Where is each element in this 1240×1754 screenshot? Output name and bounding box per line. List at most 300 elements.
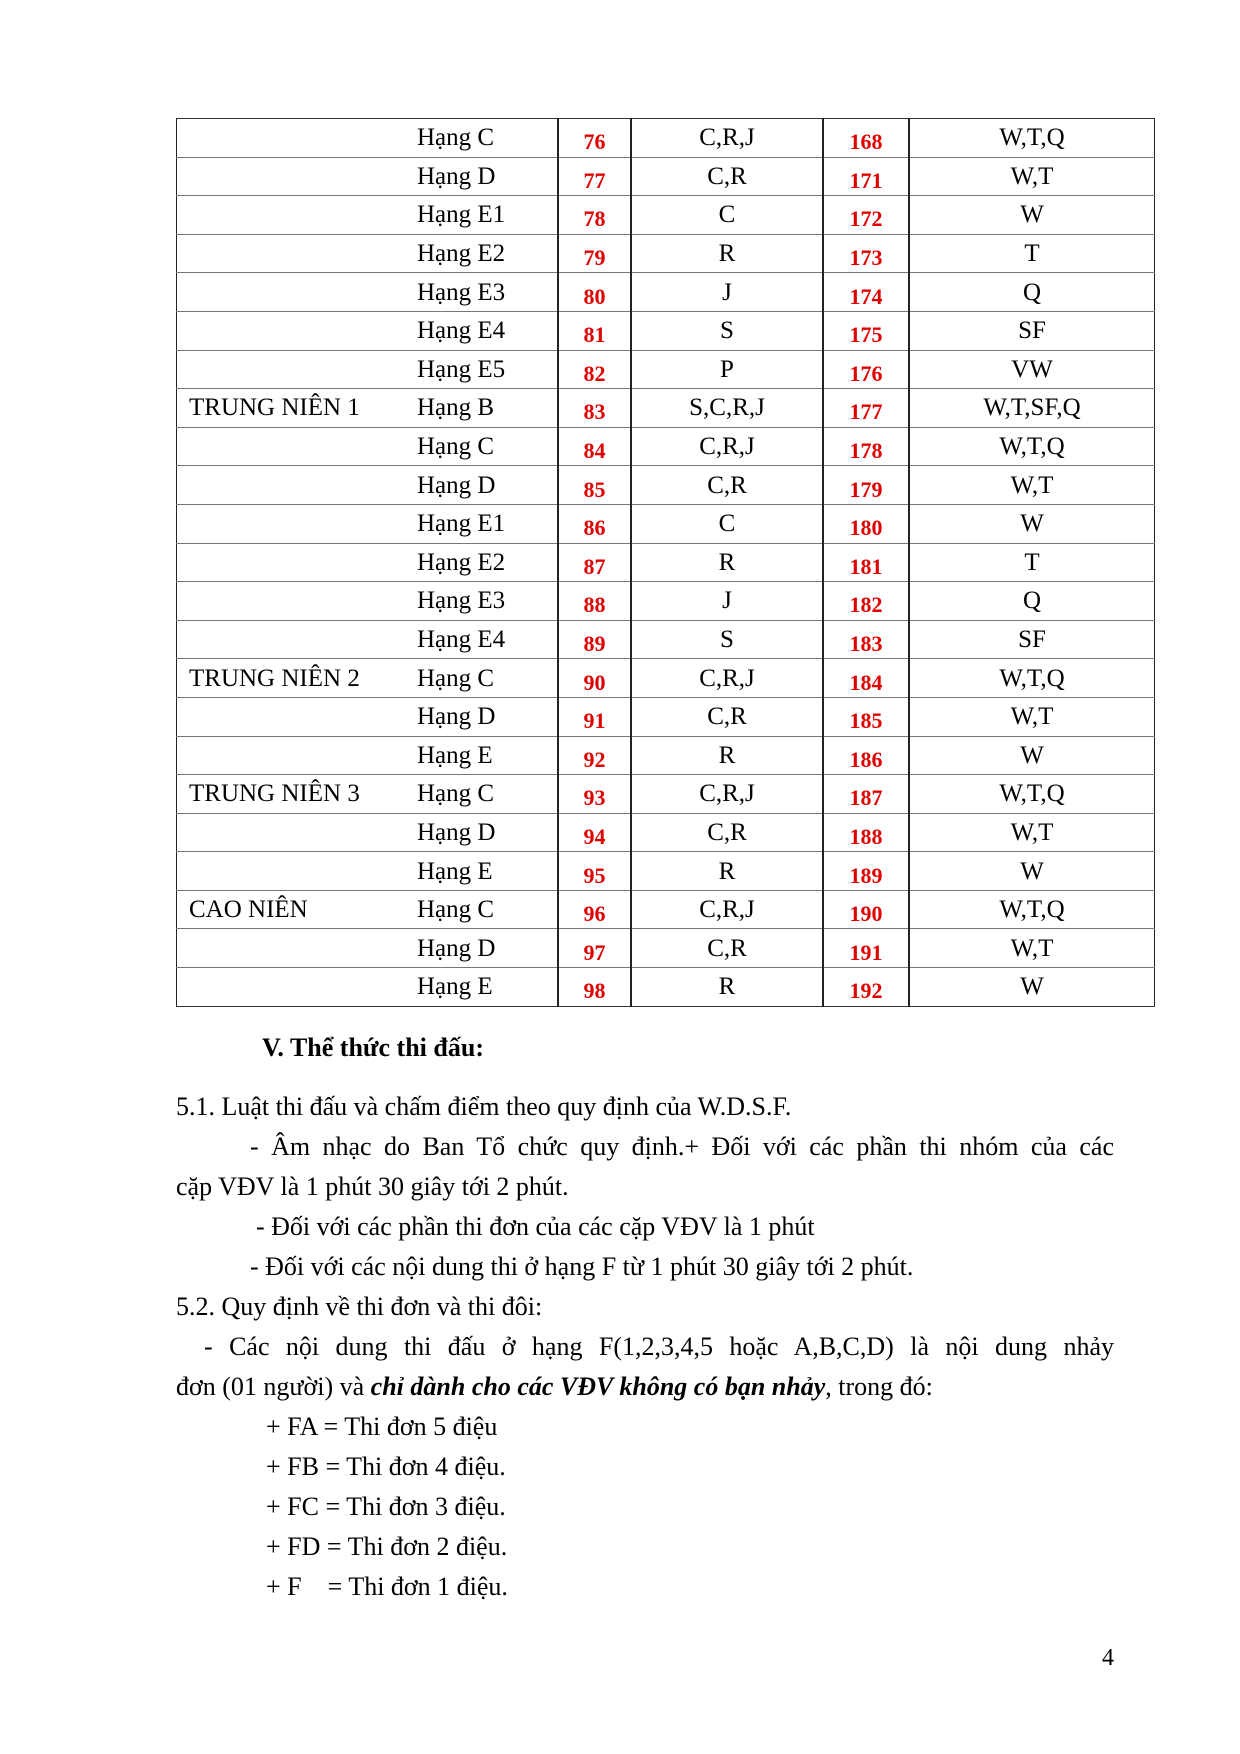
dances-cell-text: C <box>718 510 736 538</box>
group-cell <box>177 234 412 273</box>
dances-cell-text: C,R <box>707 934 747 962</box>
class-cell-text: Hạng E3 <box>417 278 506 306</box>
table-row <box>177 427 1155 466</box>
dances-cell <box>631 427 823 466</box>
entry-number-cell <box>823 234 909 273</box>
entry-number-cell <box>823 311 909 350</box>
paragraph-music-line1: - Âm nhạc do Ban Tổ chức quy định.+ Đối với các phần thi nhóm của các <box>250 1132 1114 1161</box>
entry-number-cell-text: 96 <box>583 901 606 927</box>
class-cell-text: Hạng E1 <box>417 510 506 538</box>
dances-cell-text: C,R,J <box>699 780 755 808</box>
entry-number-cell <box>558 504 631 543</box>
table-row <box>177 697 1155 736</box>
entry-number-cell-text: 179 <box>849 476 883 502</box>
dances-cell-text: R <box>718 741 736 769</box>
table-row <box>177 234 1155 273</box>
table-row <box>177 466 1155 505</box>
table-body <box>177 119 1155 1007</box>
dances-cell-text: C,R <box>707 818 747 846</box>
dances-cell <box>909 890 1155 929</box>
class-cell <box>411 504 558 543</box>
dances-cell <box>909 389 1155 428</box>
dances-cell <box>631 929 823 968</box>
class-cell-text: Hạng C <box>417 124 495 152</box>
competition-table <box>176 118 1155 1007</box>
table-row <box>177 350 1155 389</box>
table-row <box>177 852 1155 891</box>
table-row <box>177 543 1155 582</box>
dances-cell-text: R <box>718 548 736 576</box>
dances-cell-text: S <box>720 317 734 345</box>
entry-number-cell-text: 187 <box>849 785 883 811</box>
group-cell <box>177 890 412 929</box>
entry-number-cell-text: 186 <box>849 746 883 772</box>
class-cell <box>411 273 558 312</box>
class-cell-text: Hạng E5 <box>417 355 506 383</box>
class-cell-text: Hạng E2 <box>417 548 506 576</box>
dances-cell-text: C <box>718 201 736 229</box>
entry-number-cell-text: 91 <box>583 708 606 734</box>
dances-cell <box>909 543 1155 582</box>
entry-number-cell <box>558 466 631 505</box>
table-row <box>177 119 1155 158</box>
entry-number-cell-text: 188 <box>849 823 883 849</box>
list-item-fc: + FC = Thi đơn 3 điệu. <box>266 1492 506 1521</box>
dances-cell <box>909 582 1155 621</box>
class-cell <box>411 582 558 621</box>
class-cell <box>411 466 558 505</box>
dances-cell-text: P <box>720 355 734 383</box>
class-cell-text: Hạng E4 <box>417 317 506 345</box>
group-cell <box>177 504 412 543</box>
paragraph-single-duration: - Đối với các phần thi đơn của các cặp VĐV là 1 phút <box>256 1212 815 1241</box>
entry-number-cell <box>823 929 909 968</box>
table-row <box>177 736 1155 775</box>
entry-number-cell-text: 182 <box>849 592 883 618</box>
entry-number-cell-text: 192 <box>849 978 883 1004</box>
group-cell-text: TRUNG NIÊN 2 <box>189 664 360 692</box>
entry-number-cell <box>558 813 631 852</box>
group-cell-text: TRUNG NIÊN 1 <box>189 394 360 422</box>
dances-cell <box>631 504 823 543</box>
entry-number-cell-text: 90 <box>583 669 606 695</box>
entry-number-cell <box>823 582 909 621</box>
dances-cell-text: J <box>722 587 732 615</box>
entry-number-cell <box>823 389 909 428</box>
table-row <box>177 582 1155 621</box>
dances-cell <box>909 697 1155 736</box>
entry-number-cell <box>558 659 631 698</box>
table-row <box>177 389 1155 428</box>
entry-number-cell-text: 93 <box>583 785 606 811</box>
class-cell <box>411 852 558 891</box>
entry-number-cell <box>823 543 909 582</box>
entry-number-cell-text: 76 <box>583 129 606 155</box>
class-cell <box>411 775 558 814</box>
entry-number-cell-text: 175 <box>849 322 883 348</box>
entry-number-cell <box>558 427 631 466</box>
class-f-text-pre: đơn (01 người) và <box>176 1372 371 1401</box>
entry-number-cell-text: 190 <box>849 901 883 927</box>
paragraph-class-f-line2 <box>176 1372 933 1402</box>
dances-cell <box>631 620 823 659</box>
dances-cell <box>631 813 823 852</box>
entry-number-cell <box>823 813 909 852</box>
dances-cell-text: R <box>718 240 736 268</box>
dances-cell-text: C,R,J <box>699 433 755 461</box>
dances-cell-text: W <box>1020 857 1044 885</box>
group-cell <box>177 775 412 814</box>
class-cell <box>411 697 558 736</box>
dances-cell-text: W,T,Q <box>999 780 1065 808</box>
dances-cell-text: W,T,Q <box>999 433 1065 461</box>
entry-number-cell <box>823 466 909 505</box>
dances-cell <box>631 273 823 312</box>
entry-number-cell-text: 172 <box>849 206 883 232</box>
class-cell-text: Hạng D <box>417 934 496 962</box>
entry-number-cell <box>558 350 631 389</box>
entry-number-cell-text: 184 <box>849 669 883 695</box>
paragraph-5-1: 5.1. Luật thi đấu và chấm điểm theo quy định của W.D.S.F. <box>176 1092 792 1121</box>
class-cell-text: Hạng C <box>417 433 495 461</box>
list-item-fb: + FB = Thi đơn 4 điệu. <box>266 1452 506 1481</box>
class-cell-text: Hạng E4 <box>417 626 506 654</box>
dances-cell <box>631 311 823 350</box>
group-cell <box>177 157 412 196</box>
entry-number-cell-text: 171 <box>849 167 883 193</box>
dances-cell-text: W,T <box>1010 162 1054 190</box>
entry-number-cell <box>823 350 909 389</box>
dances-cell <box>631 890 823 929</box>
dances-cell <box>909 466 1155 505</box>
class-cell <box>411 350 558 389</box>
entry-number-cell-text: 87 <box>583 553 606 579</box>
entry-number-cell-text: 79 <box>583 245 606 271</box>
dances-cell-text: S <box>720 626 734 654</box>
page-number: 4 <box>1102 1645 1114 1671</box>
class-cell-text: Hạng D <box>417 162 496 190</box>
group-cell <box>177 196 412 235</box>
paragraph-class-f-duration: - Đối với các nội dung thi ở hạng F từ 1 phút 30 giây tới 2 phút. <box>250 1252 914 1281</box>
table-row <box>177 311 1155 350</box>
entry-number-cell-text: 185 <box>849 708 883 734</box>
class-cell-text: Hạng C <box>417 896 495 924</box>
dances-cell <box>909 427 1155 466</box>
class-cell <box>411 119 558 158</box>
table-row <box>177 775 1155 814</box>
group-cell <box>177 659 412 698</box>
entry-number-cell <box>558 775 631 814</box>
dances-cell-text: VW <box>1011 355 1053 383</box>
table-row <box>177 620 1155 659</box>
dances-cell <box>909 620 1155 659</box>
dances-cell <box>909 273 1155 312</box>
dances-cell <box>631 968 823 1007</box>
dances-cell <box>631 852 823 891</box>
entry-number-cell <box>823 273 909 312</box>
entry-number-cell <box>558 543 631 582</box>
dances-cell-text: SF <box>1018 317 1046 345</box>
dances-cell <box>909 852 1155 891</box>
dances-cell-text: W,T,Q <box>999 896 1065 924</box>
group-cell <box>177 543 412 582</box>
table-row <box>177 196 1155 235</box>
entry-number-cell <box>823 119 909 158</box>
class-cell-text: Hạng C <box>417 664 495 692</box>
class-cell <box>411 736 558 775</box>
entry-number-cell-text: 83 <box>583 399 606 425</box>
entry-number-cell <box>558 852 631 891</box>
group-cell-text: TRUNG NIÊN 3 <box>189 780 360 808</box>
class-cell-text: Hạng E3 <box>417 587 506 615</box>
class-cell-text: Hạng B <box>417 394 495 422</box>
dances-cell <box>631 543 823 582</box>
class-cell-text: Hạng E <box>417 857 493 885</box>
class-cell <box>411 389 558 428</box>
dances-cell-text: SF <box>1018 626 1046 654</box>
entry-number-cell-text: 88 <box>583 592 606 618</box>
dances-cell-text: J <box>722 278 732 306</box>
dances-cell-text: C,R,J <box>699 896 755 924</box>
dances-cell-text: W,T,Q <box>999 664 1065 692</box>
entry-number-cell-text: 174 <box>849 283 883 309</box>
class-cell <box>411 620 558 659</box>
entry-number-cell <box>558 890 631 929</box>
dances-cell-text: W <box>1020 973 1044 1001</box>
table-row <box>177 504 1155 543</box>
paragraph-5-2: 5.2. Quy định về thi đơn và thi đôi: <box>176 1292 543 1321</box>
class-cell <box>411 543 558 582</box>
entry-number-cell-text: 94 <box>583 823 606 849</box>
entry-number-cell-text: 84 <box>583 438 606 464</box>
class-cell-text: Hạng D <box>417 703 496 731</box>
table-row <box>177 929 1155 968</box>
class-cell-text: Hạng E2 <box>417 240 506 268</box>
group-cell <box>177 929 412 968</box>
table-row <box>177 968 1155 1007</box>
dances-cell-text: C,R,J <box>699 124 755 152</box>
entry-number-cell <box>558 620 631 659</box>
dances-cell <box>909 350 1155 389</box>
entry-number-cell <box>558 119 631 158</box>
dances-cell <box>909 119 1155 158</box>
entry-number-cell-text: 85 <box>583 476 606 502</box>
dances-cell-text: C,R,J <box>699 664 755 692</box>
entry-number-cell <box>558 389 631 428</box>
dances-cell <box>631 389 823 428</box>
group-cell <box>177 968 412 1007</box>
dances-cell <box>909 196 1155 235</box>
class-cell-text: Hạng D <box>417 471 496 499</box>
dances-cell-text: W,T <box>1010 471 1054 499</box>
class-cell-text: Hạng C <box>417 780 495 808</box>
entry-number-cell <box>823 890 909 929</box>
dances-cell <box>631 196 823 235</box>
entry-number-cell-text: 180 <box>849 515 883 541</box>
entry-number-cell-text: 168 <box>849 129 883 155</box>
section-heading: V. Thể thức thi đấu: <box>262 1033 484 1062</box>
dances-cell-text: Q <box>1022 587 1042 615</box>
group-cell <box>177 582 412 621</box>
dances-cell <box>909 775 1155 814</box>
dances-cell-text: R <box>718 857 736 885</box>
class-cell-text: Hạng E <box>417 973 493 1001</box>
group-cell <box>177 736 412 775</box>
dances-cell-text: W <box>1020 510 1044 538</box>
dances-cell-text: W <box>1020 201 1044 229</box>
table-row <box>177 813 1155 852</box>
entry-number-cell <box>823 659 909 698</box>
dances-cell <box>909 659 1155 698</box>
entry-number-cell <box>558 968 631 1007</box>
dances-cell-text: W,T,Q <box>999 124 1065 152</box>
dances-cell-text: W <box>1020 741 1044 769</box>
entry-number-cell <box>558 273 631 312</box>
dances-cell-text: W,T,SF,Q <box>983 394 1081 422</box>
group-cell <box>177 273 412 312</box>
dances-cell <box>631 697 823 736</box>
entry-number-cell-text: 176 <box>849 360 883 386</box>
entry-number-cell <box>823 736 909 775</box>
class-cell <box>411 427 558 466</box>
entry-number-cell <box>558 234 631 273</box>
entry-number-cell-text: 97 <box>583 939 606 965</box>
group-cell <box>177 350 412 389</box>
entry-number-cell-text: 177 <box>849 399 883 425</box>
group-cell <box>177 466 412 505</box>
entry-number-cell-text: 183 <box>849 631 883 657</box>
entry-number-cell <box>558 196 631 235</box>
dances-cell-text: C,R <box>707 471 747 499</box>
dances-cell-text: S,C,R,J <box>689 394 765 422</box>
class-f-text-post: , trong đó: <box>825 1372 933 1401</box>
group-cell-text: CAO NIÊN <box>189 896 308 924</box>
dances-cell-text: Q <box>1022 278 1042 306</box>
dances-cell <box>909 813 1155 852</box>
entry-number-cell-text: 95 <box>583 862 606 888</box>
entry-number-cell <box>558 311 631 350</box>
dances-cell <box>909 736 1155 775</box>
dances-cell <box>631 234 823 273</box>
entry-number-cell-text: 86 <box>583 515 606 541</box>
entry-number-cell <box>558 929 631 968</box>
group-cell <box>177 389 412 428</box>
entry-number-cell-text: 181 <box>849 553 883 579</box>
entry-number-cell-text: 191 <box>849 939 883 965</box>
entry-number-cell <box>823 157 909 196</box>
list-item-fa: + FA = Thi đơn 5 điệu <box>266 1412 498 1441</box>
entry-number-cell-text: 98 <box>583 978 606 1004</box>
entry-number-cell <box>823 968 909 1007</box>
dances-cell-text: W,T <box>1010 703 1054 731</box>
dances-cell <box>909 929 1155 968</box>
dances-cell <box>631 775 823 814</box>
dances-cell-text: C,R <box>707 162 747 190</box>
paragraph-music-line2: cặp VĐV là 1 phút 30 giây tới 2 phút. <box>176 1172 569 1201</box>
entry-number-cell <box>823 504 909 543</box>
dances-cell <box>631 659 823 698</box>
entry-number-cell-text: 89 <box>583 631 606 657</box>
entry-number-cell <box>823 697 909 736</box>
group-cell <box>177 311 412 350</box>
dances-cell <box>631 582 823 621</box>
class-cell <box>411 157 558 196</box>
entry-number-cell-text: 178 <box>849 438 883 464</box>
dances-cell <box>631 157 823 196</box>
entry-number-cell <box>823 620 909 659</box>
class-cell <box>411 929 558 968</box>
group-cell <box>177 427 412 466</box>
list-item-fd: + FD = Thi đơn 2 điệu. <box>266 1532 508 1561</box>
entry-number-cell-text: 92 <box>583 746 606 772</box>
dances-cell-text: W,T <box>1010 934 1054 962</box>
dances-cell <box>631 350 823 389</box>
class-cell <box>411 311 558 350</box>
dances-cell <box>909 234 1155 273</box>
class-cell <box>411 196 558 235</box>
entry-number-cell <box>823 852 909 891</box>
class-cell-text: Hạng D <box>417 818 496 846</box>
dances-cell <box>909 157 1155 196</box>
entry-number-cell-text: 173 <box>849 245 883 271</box>
table-row <box>177 659 1155 698</box>
entry-number-cell <box>823 427 909 466</box>
class-cell <box>411 968 558 1007</box>
class-f-emphasis: chỉ dành cho các VĐV không có bạn nhảy <box>370 1372 826 1401</box>
table-row <box>177 273 1155 312</box>
entry-number-cell-text: 82 <box>583 360 606 386</box>
class-cell-text: Hạng E <box>417 741 493 769</box>
class-cell <box>411 234 558 273</box>
class-cell <box>411 659 558 698</box>
entry-number-cell-text: 81 <box>583 322 606 348</box>
class-cell <box>411 890 558 929</box>
dances-cell-text: R <box>718 973 736 1001</box>
list-item-f: + F = Thi đơn 1 điệu. <box>266 1572 508 1601</box>
entry-number-cell <box>558 582 631 621</box>
dances-cell-text: T <box>1024 548 1040 576</box>
dances-cell <box>631 466 823 505</box>
dances-cell-text: C,R <box>707 703 747 731</box>
entry-number-cell <box>558 157 631 196</box>
dances-cell <box>631 119 823 158</box>
entry-number-cell <box>823 775 909 814</box>
table-row <box>177 890 1155 929</box>
dances-cell <box>631 736 823 775</box>
entry-number-cell-text: 77 <box>583 167 606 193</box>
group-cell <box>177 119 412 158</box>
group-cell <box>177 852 412 891</box>
group-cell <box>177 697 412 736</box>
entry-number-cell <box>558 697 631 736</box>
dances-cell <box>909 311 1155 350</box>
entry-number-cell-text: 78 <box>583 206 606 232</box>
entry-number-cell-text: 80 <box>583 283 606 309</box>
dances-cell <box>909 968 1155 1007</box>
class-cell <box>411 813 558 852</box>
dances-cell-text: W,T <box>1010 818 1054 846</box>
paragraph-class-f-line1: - Các nội dung thi đấu ở hạng F(1,2,3,4,5 hoặc A,B,C,D) là nội dung nhảy <box>204 1332 1114 1361</box>
entry-number-cell <box>558 736 631 775</box>
table-row <box>177 157 1155 196</box>
dances-cell <box>909 504 1155 543</box>
entry-number-cell-text: 189 <box>849 862 883 888</box>
class-cell-text: Hạng E1 <box>417 201 506 229</box>
group-cell <box>177 813 412 852</box>
entry-number-cell <box>823 196 909 235</box>
dances-cell-text: T <box>1024 240 1040 268</box>
group-cell <box>177 620 412 659</box>
